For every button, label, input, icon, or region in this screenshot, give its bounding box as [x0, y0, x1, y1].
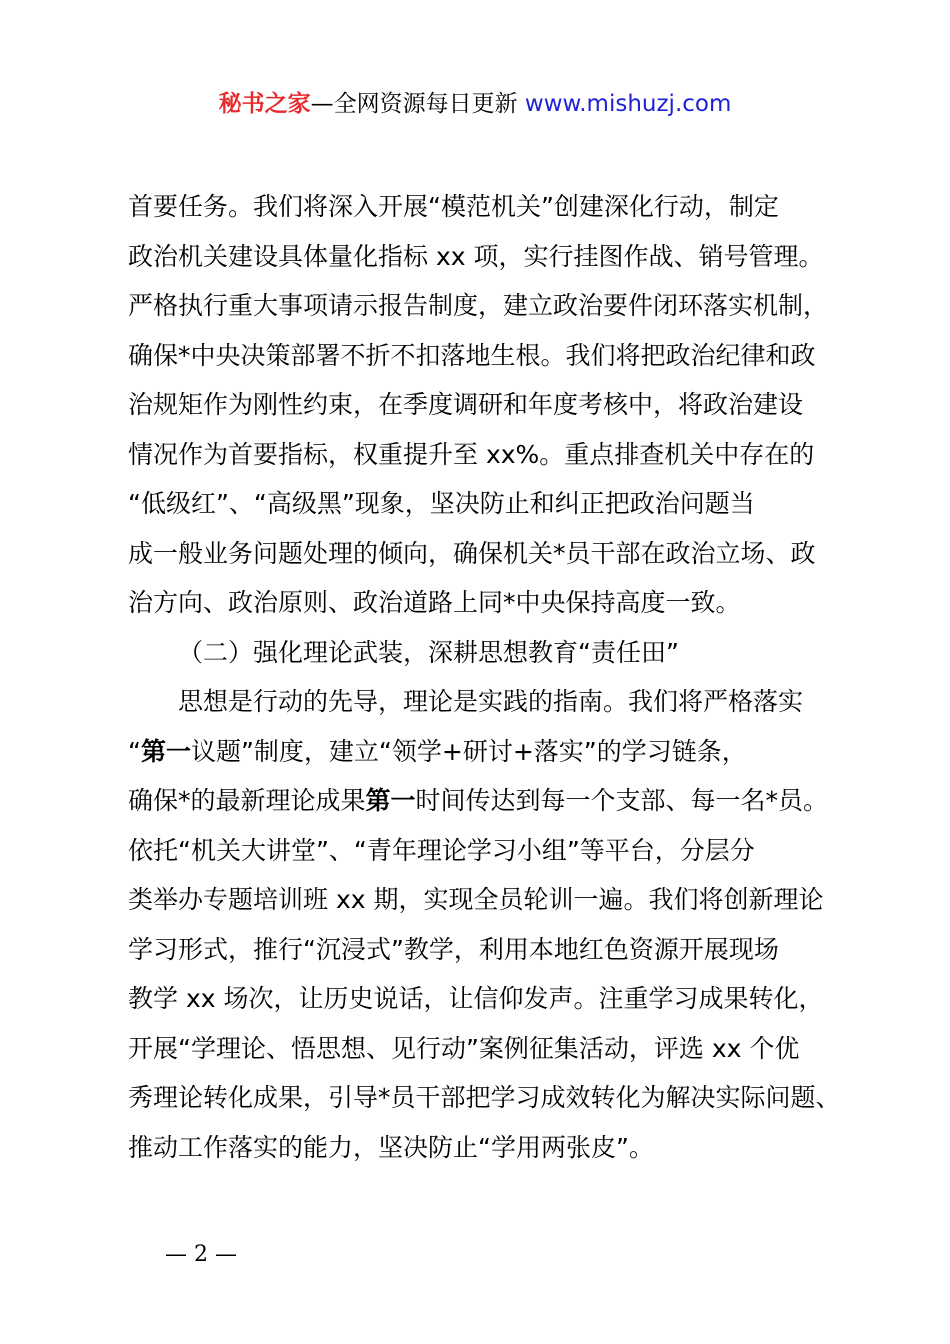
body-line: 治方向、政治原则、政治道路上同*中央保持高度一致。 [128, 588, 741, 617]
body-line: 秀理论转化成果，引导*员干部把学习成效转化为解决实际问题、 [128, 1083, 841, 1112]
body-line: 学习形式，推行“沉浸式”教学，利用本地红色资源开展现场 [128, 934, 779, 964]
body-line: 情况作为首要指标，权重提升至 xx%。重点排查机关中存在的 [128, 439, 815, 469]
page-number: — 2 — [165, 1242, 237, 1267]
line-segment: 议题”制度，建立“领学+研讨+落实”的学习链条， [190, 736, 747, 766]
body-line: “低级红”、“高级黑”现象，坚决防止和纠正把政治问题当 [128, 489, 755, 518]
body-line: 类举办专题培训班 xx 期，实现全员轮训一遍。我们将创新理论 [128, 885, 824, 914]
document-body [128, 182, 848, 1172]
site-header [0, 88, 950, 120]
header-tagline: —全网资源每日更新 [310, 91, 525, 117]
body-line [128, 727, 848, 777]
body-line: 首要任务。我们将深入开展“模范机关”创建深化行动，制定 [128, 192, 779, 221]
body-line: 推动工作落实的能力，坚决防止“学用两张皮”。 [128, 1132, 654, 1162]
emphasis-text: 第一 [365, 786, 416, 815]
body-line: 教学 xx 场次，让历史说话，让信仰发声。注重学习成果转化， [128, 984, 824, 1013]
header-brand: 秘书之家 [218, 91, 311, 117]
body-line: 依托“机关大讲堂”、“青年理论学习小组”等平台，分层分 [128, 835, 755, 865]
line-segment: “ [128, 736, 141, 766]
body-line: 严格执行重大事项请示报告制度，建立政治要件闭环落实机制， [128, 291, 829, 320]
emphasis-text: 第一 [140, 736, 191, 766]
body-line: 成一般业务问题处理的倾向，确保机关*员干部在政治立场、政 [128, 538, 816, 568]
section-heading: （二）强化理论武装，深耕思想教育“责任田” [178, 637, 679, 667]
body-line [128, 776, 848, 826]
paragraph-first-line: 思想是行动的先导，理论是实践的指南。我们将严格落实 [178, 687, 804, 716]
body-line: 确保*中央决策部署不折不扣落地生根。我们将把政治纪律和政 [128, 340, 816, 370]
body-line: 治规矩作为刚性约束，在季度调研和年度考核中，将政治建设 [128, 390, 804, 419]
line-segment: 时间传达到每一个支部、每一名*员。 [415, 786, 829, 815]
body-line: 开展“学理论、悟思想、见行动”案例征集活动，评选 xx 个优 [128, 1033, 800, 1063]
body-line: 政治机关建设具体量化指标 xx 项，实行挂图作战、销号管理。 [128, 241, 824, 271]
header-url-link[interactable]: www.mishuzj.com [524, 91, 732, 117]
line-segment: 确保*的最新理论成果 [128, 786, 366, 815]
